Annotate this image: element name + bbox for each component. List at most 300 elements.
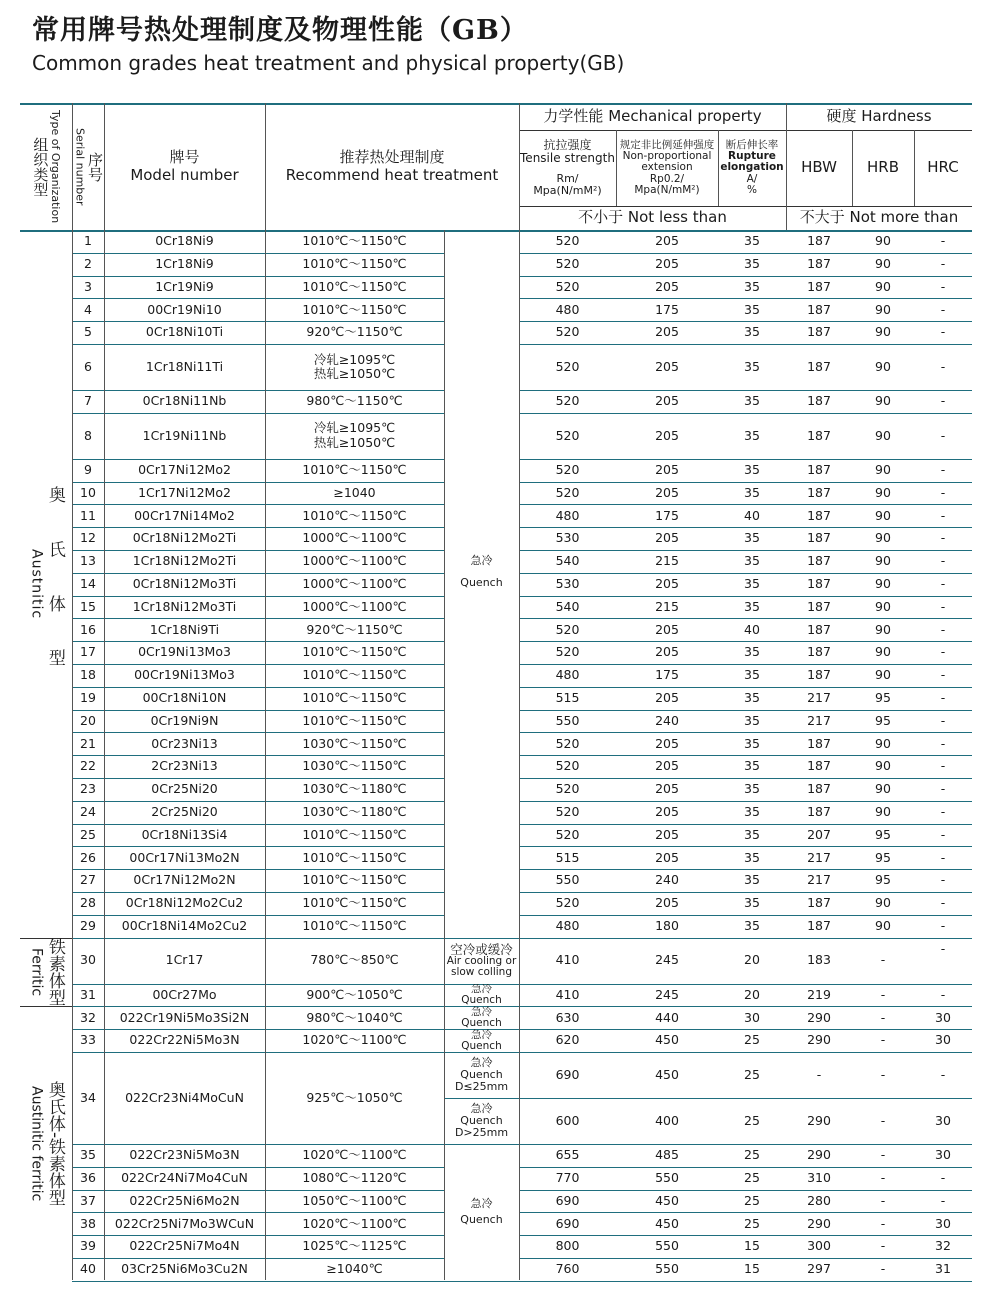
heat-cell: 1030℃～1180℃ — [302, 804, 407, 819]
hrc-cell: - — [940, 667, 946, 683]
model-cell: 0Cr18Ni12Mo2Cu2 — [125, 895, 244, 911]
rupture-cell: 20 — [744, 952, 760, 968]
hrc-cell: - — [940, 1192, 946, 1208]
nonprop-cell: 440 — [655, 1009, 679, 1025]
nonprop-cell: 450 — [655, 1066, 679, 1082]
heat-cell: ≥1040℃ — [326, 1261, 383, 1277]
heat-cell: 1030℃～1150℃ — [302, 758, 407, 774]
tensile-cell: 655 — [555, 1147, 580, 1163]
nonprop-cell: 240 — [655, 872, 679, 888]
serial-cell: 31 — [80, 986, 96, 1002]
serial-cell: 19 — [80, 690, 96, 705]
hbw-cell: 290 — [807, 1112, 831, 1128]
hrb-cell: 90 — [875, 427, 891, 443]
nonprop-cell: 205 — [655, 358, 679, 374]
hbw-cell: 187 — [807, 301, 831, 317]
hrc-cell: - — [940, 576, 946, 591]
hrb-cell: - — [880, 952, 886, 968]
serial-cell: 23 — [80, 781, 96, 797]
hrb-cell: - — [880, 1112, 886, 1128]
hbw-cell: 187 — [807, 358, 831, 374]
tensile-cell: 770 — [555, 1170, 580, 1185]
nonprop-cell: 450 — [655, 1192, 679, 1208]
heat-cell: 1000℃～1100℃ — [302, 576, 407, 591]
hbw-cell: 187 — [807, 895, 831, 911]
hrb-cell: - — [880, 1170, 886, 1185]
heat-cell: 1010℃～1150℃ — [302, 690, 407, 705]
row-divider — [72, 1281, 972, 1282]
hrc-cell: - — [940, 598, 946, 614]
hbw-cell: 187 — [807, 507, 831, 523]
hrc-cell: - — [940, 233, 946, 249]
hrb-cell: 90 — [875, 918, 891, 933]
tensile-cell: 480 — [555, 507, 580, 523]
serial-cell: 36 — [80, 1170, 96, 1185]
heat-cell: 1030℃～1180℃ — [302, 781, 407, 797]
hrc-cell: - — [940, 530, 946, 546]
hbw-header: HBW — [801, 158, 837, 177]
hrb-cell: 95 — [875, 872, 891, 888]
hbw-cell: 290 — [807, 1215, 831, 1231]
rupture-cell: 35 — [744, 826, 760, 842]
tensile-cell: 480 — [555, 301, 580, 317]
rupture-cell: 35 — [744, 804, 760, 819]
model-cell: 1Cr17Ni12Mo2 — [138, 484, 231, 500]
model-cell: 0Cr17Ni12Mo2 — [138, 462, 231, 477]
hrb-cell: 90 — [875, 598, 891, 614]
hbw-cell: 187 — [807, 278, 831, 294]
serial-cell: 4 — [84, 301, 92, 317]
rupture-cell: 35 — [744, 895, 760, 911]
rupture-cell: 15 — [744, 1238, 760, 1254]
serial-cell: 30 — [80, 952, 96, 968]
column-divider — [914, 130, 915, 206]
rupture-cell: 40 — [744, 507, 760, 523]
hrb-cell: 90 — [875, 553, 891, 569]
hrc-cell: - — [940, 1066, 946, 1082]
model-cell: 0Cr18Ni11Nb — [142, 393, 227, 409]
nonprop-cell: 215 — [655, 553, 679, 569]
not-more-label: 不大于 Not more than — [799, 208, 959, 227]
hrb-cell: - — [880, 1066, 886, 1082]
serial-cell: 34 — [80, 1089, 96, 1105]
column-divider — [786, 103, 787, 230]
hrb-cell: - — [880, 1238, 886, 1254]
model-cell: 1Cr18Ni12Mo2Ti — [132, 553, 237, 569]
serial-cell: 38 — [80, 1215, 96, 1231]
model-cell: 022Cr25Ni7Mo3WCuN — [114, 1215, 255, 1231]
heat-cell: 1010℃～1150℃ — [302, 872, 407, 888]
nonprop-cell: 205 — [655, 462, 679, 477]
hrc-cell: - — [940, 621, 946, 637]
model-header: 牌号 Model number — [130, 148, 239, 184]
column-divider — [852, 130, 853, 206]
nonprop-cell: 205 — [655, 644, 679, 660]
serial-cell: 40 — [80, 1261, 96, 1277]
serial-cell: 39 — [80, 1238, 96, 1254]
column-divider — [265, 103, 266, 1280]
tensile-cell: 520 — [555, 758, 580, 774]
rupture-cell: 35 — [744, 301, 760, 317]
hbw-cell: 187 — [807, 804, 831, 819]
hard-header: 硬度 Hardness — [826, 106, 932, 125]
model-cell: 022Cr23Ni5Mo3N — [129, 1147, 240, 1163]
nonprop-cell: 205 — [655, 393, 679, 409]
hrb-cell: 90 — [875, 621, 891, 637]
hrc-cell: - — [940, 849, 946, 865]
serial-cell: 3 — [84, 278, 92, 294]
rupture-cell: 35 — [744, 256, 760, 271]
heat-cell: 1050℃～1100℃ — [302, 1192, 407, 1208]
serial-cell: 10 — [80, 484, 96, 500]
rupture-cell: 25 — [744, 1032, 760, 1048]
rupture-cell: 25 — [744, 1170, 760, 1185]
org-type-header: Type of Organization 组织类型 — [31, 109, 62, 224]
hrb-cell: 90 — [875, 530, 891, 546]
heat-cell: 980℃～1150℃ — [306, 393, 403, 409]
heat-cell: 1010℃～1150℃ — [302, 826, 407, 842]
hrb-cell: 90 — [875, 393, 891, 409]
heat-cell: 1080℃～1120℃ — [302, 1170, 407, 1185]
hrb-cell: 90 — [875, 895, 891, 911]
nonprop-cell: 205 — [655, 895, 679, 911]
model-cell: 00Cr18Ni10N — [142, 690, 227, 705]
nonprop-cell: 205 — [655, 484, 679, 500]
model-cell: 0Cr19Ni9N — [150, 712, 219, 728]
hbw-cell: 297 — [807, 1261, 831, 1277]
column-divider — [72, 103, 73, 1280]
hbw-cell: 290 — [807, 1147, 831, 1163]
hbw-cell: 187 — [807, 462, 831, 477]
hbw-cell: 187 — [807, 256, 831, 271]
serial-header: 序号 Serial number — [73, 127, 104, 206]
tensile-cell: 520 — [555, 735, 580, 751]
model-cell: 022Cr22Ni5Mo3N — [129, 1032, 240, 1048]
heat-cell: 1010℃～1150℃ — [302, 278, 407, 294]
hrb-cell: 90 — [875, 735, 891, 751]
tensile-cell: 520 — [555, 621, 580, 637]
hrc-cell: - — [940, 462, 946, 477]
hbw-cell: 187 — [807, 667, 831, 683]
heat-cell: 1010℃～1150℃ — [302, 667, 407, 683]
nonprop-header: 规定非比例延伸强度 Non-proportional extension Rp0.2/ Mpa(N/mM²) — [619, 139, 715, 196]
serial-cell: 35 — [80, 1147, 96, 1163]
hrc-cell: 31 — [935, 1261, 951, 1277]
hrc-cell: 30 — [935, 1009, 951, 1025]
hrc-cell: 30 — [935, 1215, 951, 1231]
model-cell: 2Cr23Ni13 — [151, 758, 218, 774]
model-cell: 03Cr25Ni6Mo3Cu2N — [121, 1261, 248, 1277]
nonprop-cell: 205 — [655, 826, 679, 842]
serial-cell: 9 — [84, 462, 92, 477]
model-cell: 022Cr25Ni7Mo4N — [129, 1238, 240, 1254]
hbw-cell: 187 — [807, 233, 831, 249]
hrc-cell: 30 — [935, 1112, 951, 1128]
rupture-cell: 40 — [744, 621, 760, 637]
model-cell: 00Cr17Ni14Mo2 — [134, 507, 235, 523]
row-divider — [444, 1098, 972, 1099]
heat-header: 推荐热处理制度 Recommend heat treatment — [285, 148, 499, 184]
hbw-cell: 187 — [807, 598, 831, 614]
model-cell: 00Cr18Ni14Mo2Cu2 — [121, 918, 248, 933]
hbw-cell: 187 — [807, 393, 831, 409]
tensile-cell: 520 — [555, 804, 580, 819]
rupture-header: 断后伸长率 Rupture elongation A/ % — [720, 139, 784, 196]
serial-cell: 15 — [80, 598, 96, 614]
hrb-cell: 90 — [875, 278, 891, 294]
nonprop-cell: 550 — [655, 1238, 679, 1254]
heat-cell: 1010℃～1150℃ — [302, 712, 407, 728]
tensile-cell: 520 — [555, 484, 580, 500]
hbw-cell: 187 — [807, 553, 831, 569]
heat-cell: 1010℃～1150℃ — [302, 462, 407, 477]
model-cell: 0Cr18Ni13Si4 — [141, 826, 228, 842]
serial-cell: 16 — [80, 621, 96, 637]
rupture-cell: 35 — [744, 781, 760, 797]
hrb-cell: 90 — [875, 301, 891, 317]
hrb-cell: 90 — [875, 358, 891, 374]
hbw-cell: 187 — [807, 427, 831, 443]
hrc-cell: - — [940, 393, 946, 409]
nonprop-cell: 205 — [655, 849, 679, 865]
rupture-cell: 25 — [744, 1215, 760, 1231]
serial-cell: 22 — [80, 758, 96, 774]
quench-label: 空冷或缓冷 Air cooling or slow colling — [446, 942, 517, 979]
hrc-cell: - — [940, 278, 946, 294]
rupture-cell: 35 — [744, 667, 760, 683]
hbw-cell: 187 — [807, 576, 831, 591]
hbw-cell: 187 — [807, 530, 831, 546]
quench-label: 急冷 Quench — [460, 554, 503, 590]
rupture-cell: 35 — [744, 735, 760, 751]
hrb-cell: 90 — [875, 324, 891, 340]
rupture-cell: 30 — [744, 1009, 760, 1025]
serial-cell: 1 — [84, 233, 92, 249]
hrb-cell: 90 — [875, 781, 891, 797]
rupture-cell: 35 — [744, 278, 760, 294]
tensile-cell: 520 — [555, 427, 580, 443]
tensile-cell: 520 — [555, 324, 580, 340]
hrc-cell: - — [940, 872, 946, 888]
hrb-cell: 90 — [875, 667, 891, 683]
nonprop-cell: 450 — [655, 1032, 679, 1048]
heat-cell: 冷轧≥1095℃ 热轧≥1050℃ — [313, 420, 396, 450]
nonprop-cell: 205 — [655, 233, 679, 249]
model-cell: 0Cr25Ni20 — [151, 781, 218, 797]
hbw-cell: 187 — [807, 644, 831, 660]
serial-cell: 6 — [84, 358, 92, 374]
rupture-cell: 35 — [744, 484, 760, 500]
hrb-cell: - — [880, 1009, 886, 1025]
hbw-cell: 187 — [807, 324, 831, 340]
tensile-cell: 520 — [555, 895, 580, 911]
hrc-cell: - — [940, 918, 946, 933]
nonprop-cell: 205 — [655, 427, 679, 443]
heat-cell: 1010℃～1150℃ — [302, 507, 407, 523]
serial-cell: 7 — [84, 393, 92, 409]
hrc-cell: - — [940, 690, 946, 705]
tensile-cell: 630 — [555, 1009, 580, 1025]
model-cell: 0Cr18Ni10Ti — [145, 324, 224, 340]
hrc-cell: - — [940, 986, 946, 1002]
hrc-cell: - — [940, 256, 946, 271]
hrb-cell: - — [880, 1147, 886, 1163]
hbw-cell: 183 — [807, 952, 831, 968]
heat-cell: 1030℃～1150℃ — [302, 735, 407, 751]
hbw-cell: 217 — [807, 712, 831, 728]
tensile-cell: 480 — [555, 918, 580, 933]
hrb-cell: 95 — [875, 826, 891, 842]
rupture-cell: 35 — [744, 462, 760, 477]
heat-cell: 1000℃～1100℃ — [302, 530, 407, 546]
tensile-cell: 620 — [555, 1032, 580, 1048]
column-divider — [718, 130, 719, 206]
hbw-cell: 187 — [807, 918, 831, 933]
serial-cell: 13 — [80, 553, 96, 569]
hbw-cell: 217 — [807, 690, 831, 705]
tensile-cell: 520 — [555, 358, 580, 374]
column-divider — [104, 103, 105, 1280]
hrb-cell: 90 — [875, 233, 891, 249]
column-divider — [616, 130, 617, 206]
model-cell: 00Cr19Ni10 — [147, 301, 222, 317]
hbw-cell: 187 — [807, 484, 831, 500]
nonprop-cell: 205 — [655, 621, 679, 637]
serial-cell: 21 — [80, 735, 96, 751]
model-cell: 1Cr18Ni9 — [155, 256, 214, 271]
hbw-cell: 217 — [807, 849, 831, 865]
hrc-cell: - — [940, 553, 946, 569]
tensile-cell: 760 — [555, 1261, 580, 1277]
model-cell: 0Cr23Ni13 — [151, 735, 218, 751]
serial-cell: 29 — [80, 918, 96, 933]
nonprop-cell: 205 — [655, 256, 679, 271]
hrb-cell: 90 — [875, 804, 891, 819]
nonprop-cell: 205 — [655, 758, 679, 774]
tensile-cell: 530 — [555, 530, 580, 546]
serial-cell: 20 — [80, 712, 96, 728]
hbw-cell: 207 — [807, 826, 831, 842]
hbw-cell: 290 — [807, 1032, 831, 1048]
rupture-cell: 35 — [744, 358, 760, 374]
hrc-cell: - — [940, 735, 946, 751]
serial-cell: 24 — [80, 804, 96, 819]
column-divider — [444, 230, 445, 1280]
tensile-cell: 520 — [555, 393, 580, 409]
quench-label: 急冷 Quench — [461, 1029, 502, 1052]
serial-cell: 14 — [80, 576, 96, 591]
serial-cell: 11 — [80, 507, 96, 523]
serial-cell: 32 — [80, 1009, 96, 1025]
serial-cell: 2 — [84, 256, 92, 271]
group-label-duplex: 奥氏体-铁素体型 Austinitic ferritic — [28, 1081, 65, 1207]
nonprop-cell: 205 — [655, 576, 679, 591]
quench-label: 急冷 Quench — [460, 1197, 503, 1227]
hrc-cell: - — [940, 781, 946, 797]
nonprop-cell: 180 — [655, 918, 679, 933]
rupture-cell: 25 — [744, 1147, 760, 1163]
hbw-cell: 300 — [807, 1238, 831, 1254]
heat-cell: 1010℃～1150℃ — [302, 233, 407, 249]
model-cell: 1Cr18Ni9Ti — [149, 621, 220, 637]
hrc-cell: - — [940, 804, 946, 819]
nonprop-cell: 175 — [655, 507, 679, 523]
serial-cell: 17 — [80, 644, 96, 660]
tensile-cell: 410 — [555, 986, 580, 1002]
hbw-cell: 187 — [807, 621, 831, 637]
heat-cell: 980℃～1040℃ — [306, 1009, 403, 1025]
quench-label: 急冷 Quench D>25mm — [454, 1101, 509, 1140]
tensile-cell: 600 — [555, 1112, 580, 1128]
model-cell: 00Cr17Ni13Mo2N — [129, 849, 240, 865]
rupture-cell: 35 — [744, 576, 760, 591]
rupture-cell: 35 — [744, 712, 760, 728]
heat-cell: 925℃～1050℃ — [306, 1089, 403, 1105]
rupture-cell: 35 — [744, 872, 760, 888]
rupture-cell: 25 — [744, 1066, 760, 1082]
nonprop-cell: 175 — [655, 301, 679, 317]
model-cell: 0Cr18Ni12Mo3Ti — [132, 576, 237, 591]
tensile-cell: 520 — [555, 256, 580, 271]
nonprop-cell: 205 — [655, 324, 679, 340]
tensile-cell: 520 — [555, 826, 580, 842]
tensile-cell: 540 — [555, 598, 580, 614]
serial-cell: 26 — [80, 849, 96, 865]
rupture-cell: 35 — [744, 553, 760, 569]
model-cell: 1Cr19Ni11Nb — [142, 427, 227, 443]
tensile-cell: 520 — [555, 781, 580, 797]
tensile-cell: 690 — [555, 1215, 580, 1231]
hrb-cell: - — [880, 1261, 886, 1277]
hrc-cell: - — [940, 826, 946, 842]
hrc-cell: - — [940, 712, 946, 728]
page-title: 常用牌号热处理制度及物理性能（GB） — [32, 15, 528, 46]
tensile-cell: 800 — [555, 1238, 580, 1254]
hrc-cell: - — [940, 941, 946, 957]
nonprop-cell: 175 — [655, 667, 679, 683]
heat-cell: 1020℃～1100℃ — [302, 1147, 407, 1163]
hrc-cell: - — [940, 358, 946, 374]
serial-cell: 18 — [80, 667, 96, 683]
heat-cell: 780℃～850℃ — [310, 952, 399, 968]
tensile-cell: 530 — [555, 576, 580, 591]
quench-label: 急冷 Quench — [461, 983, 502, 1006]
hrb-cell: - — [880, 1192, 886, 1208]
hrb-cell: 90 — [875, 758, 891, 774]
nonprop-cell: 215 — [655, 598, 679, 614]
heat-cell: 920℃～1150℃ — [306, 621, 403, 637]
hbw-cell: 280 — [807, 1192, 831, 1208]
model-cell: 1Cr18Ni11Ti — [145, 358, 224, 374]
rupture-cell: 35 — [744, 530, 760, 546]
tensile-cell: 690 — [555, 1066, 580, 1082]
hrb-cell: 90 — [875, 507, 891, 523]
tensile-cell: 520 — [555, 233, 580, 249]
nonprop-cell: 245 — [655, 986, 679, 1002]
hrc-cell: - — [940, 507, 946, 523]
heat-cell: 1010℃～1150℃ — [302, 849, 407, 865]
model-cell: 2Cr25Ni20 — [151, 804, 218, 819]
tensile-header: 抗拉强度 Tensile strength Rm/ Mpa(N/mM²) — [520, 137, 615, 198]
heat-cell: 冷轧≥1095℃ 热轧≥1050℃ — [313, 351, 396, 381]
group-label-austenitic: 奥 氏 体 型 Austnitic — [28, 485, 65, 682]
heat-cell: 1010℃～1150℃ — [302, 256, 407, 271]
serial-cell: 8 — [84, 427, 92, 443]
nonprop-cell: 450 — [655, 1215, 679, 1231]
nonprop-cell: 205 — [655, 530, 679, 546]
serial-cell: 33 — [80, 1032, 96, 1048]
hrb-cell: 95 — [875, 849, 891, 865]
